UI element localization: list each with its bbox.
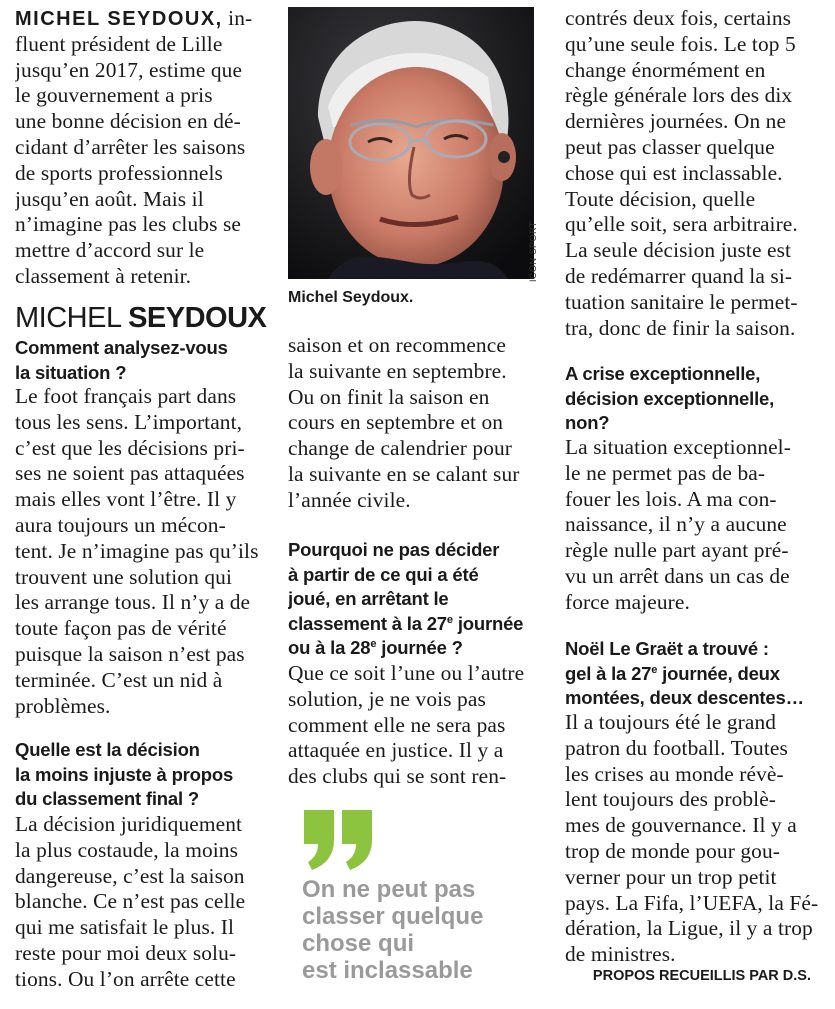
answer-line: la suivante en septembre. — [288, 358, 507, 383]
answer-line: comment elle ne sera pas — [288, 712, 506, 737]
question-line: du classement final ? — [15, 788, 199, 809]
answer-line: les arrange tous. Il n’y a de — [15, 590, 251, 615]
answer-line: saison et on recommence — [288, 333, 506, 357]
answer-5 — [565, 710, 823, 968]
byline-signature: PROPOS RECUEILLIS PAR D.S. — [592, 968, 811, 984]
quote-mark-icon — [302, 808, 378, 872]
question-line: non? — [565, 412, 610, 433]
intro-line: fluent président de Lille — [15, 31, 223, 56]
answer-line: attaquée en justice. Il y a — [288, 738, 504, 763]
answer-line: Le foot français part dans — [15, 384, 237, 408]
question-line: décision exceptionnelle, — [565, 387, 775, 409]
answer-line: la suivante en se calant sur — [288, 461, 520, 486]
answer-line: La seule décision juste est — [565, 238, 792, 263]
intro-paragraph — [15, 6, 263, 290]
answer-2-continued — [288, 333, 540, 514]
quote-line: On ne peut pas — [302, 876, 476, 903]
answer-line: c’est que les décisions pri- — [15, 435, 245, 460]
answer-line: trouvent une solution qui — [15, 564, 232, 589]
answer-line: trop de monde pour gou- — [565, 838, 780, 863]
answer-line: tuation sanitaire le permet- — [565, 289, 798, 314]
answer-line: Toute décision, quelle — [565, 186, 756, 211]
portrait-illustration — [288, 7, 534, 279]
answer-line: change énormément en — [565, 57, 766, 82]
question-5 — [565, 637, 804, 711]
answer-line: des clubs qui se sont ren- — [288, 764, 507, 789]
photo-credit: ICON SPORT — [528, 221, 538, 282]
intro-line: cidant d’arrêter les saisons — [15, 134, 246, 159]
answer-line: Ou on finit la saison en — [288, 384, 490, 409]
answer-line: force majeure. — [565, 589, 690, 614]
question-3 — [288, 538, 523, 661]
answer-line: qu’elle soit, sera arbitraire. — [565, 212, 798, 237]
answer-line: terminée. C’est un nid à — [15, 667, 223, 692]
answer-line: l’année civile. — [288, 487, 411, 512]
pull-quote-text — [302, 876, 483, 984]
question-1 — [15, 336, 228, 385]
intro-line: de sports professionnels — [15, 160, 223, 185]
answer-line: naissance, il n’y a aucune — [565, 512, 787, 537]
answer-line: la plus costaude, la moins — [15, 837, 239, 862]
answer-line: tions. Ou l’on arrête cette — [15, 966, 236, 991]
answer-line: lent toujours des problè- — [565, 787, 777, 812]
question-line: la situation ? — [15, 361, 127, 383]
answer-line: blanche. Ce n’est pas celle — [15, 889, 246, 914]
answer-line: contrés deux fois, certains — [565, 6, 792, 30]
quote-line: chose qui — [302, 930, 415, 957]
answer-line: patron du football. Toutes — [565, 735, 788, 760]
answer-line: règle générale lors des dix — [565, 83, 793, 108]
answer-line: dération, la Ligue, il y a trop — [565, 916, 813, 941]
answer-line: ses ne soient pas attaquées — [15, 461, 245, 486]
answer-line: change de calendrier pour — [288, 436, 513, 461]
answer-line: tous les sens. L’important, — [15, 409, 243, 434]
headline-first-name: MICHEL — [15, 302, 121, 334]
answer-line: les crises au monde révè- — [565, 761, 784, 786]
answer-2 — [15, 812, 263, 993]
intro-line: MICHEL SEYDOUX, in- — [15, 6, 253, 30]
question-line: Noël Le Graët a trouvé : — [565, 638, 769, 659]
question-line: gel à la 27e journée, deux — [565, 662, 780, 684]
answer-line: qu’une seule fois. Le top 5 — [565, 31, 796, 56]
intro-line: le gouvernement a pris — [15, 83, 213, 108]
question-line: classement à la 27e journée — [288, 612, 524, 634]
question-line: montées, deux descentes… — [565, 687, 804, 708]
quote-line: est inclassable — [302, 957, 473, 984]
answer-line: le ne permet pas de ba- — [565, 460, 766, 485]
intro-line: jusqu’en août. Mais il — [15, 186, 204, 211]
answer-line: Il a toujours été le grand — [565, 710, 777, 734]
answer-line: cours en septembre et on — [288, 410, 504, 435]
answer-line: puisque la saison n’est pas — [15, 641, 245, 666]
answer-line: tent. Je n’imagine pas qu’ils — [15, 538, 259, 563]
question-4 — [565, 362, 774, 436]
intro-line: classement à retenir. — [15, 263, 192, 288]
intro-line: jusqu’en 2017, estime que — [15, 57, 243, 82]
portrait-photo — [288, 7, 534, 279]
question-line: ou à la 28e journée ? — [288, 637, 463, 658]
question-line: Comment analysez-vous — [15, 337, 228, 358]
answer-4 — [565, 435, 823, 616]
question-line: A crise exceptionnelle, — [565, 363, 761, 384]
answer-line: reste pour moi deux solu- — [15, 940, 237, 965]
answer-line: peut pas classer quelque — [565, 134, 775, 159]
photo-caption: Michel Seydoux. — [288, 289, 414, 306]
answer-line: qui me satisfait le plus. Il — [15, 915, 235, 940]
answer-line: verner pour un trop petit — [565, 864, 777, 889]
question-line: la moins injuste à propos — [15, 763, 234, 785]
answer-line: mes de gouvernance. Il y a — [565, 813, 797, 838]
quote-line: classer quelque — [302, 903, 484, 930]
answer-line: mais elles vont l’être. Il y — [15, 487, 237, 512]
answer-line: vu un arrêt dans un cas de — [565, 563, 790, 588]
answer-line: fouer les lois. A ma con- — [565, 486, 777, 511]
answer-3 — [288, 661, 540, 790]
intro-line: n’imagine pas les clubs se — [15, 212, 241, 237]
question-line: Quelle est la décision — [15, 739, 200, 760]
answer-line: règle nulle part ayant pré- — [565, 538, 789, 563]
answer-line: solution, je ne vois pas — [288, 686, 486, 711]
answer-line: Que ce soit l’une ou l’autre — [288, 661, 525, 685]
question-line: Pourquoi ne pas décider — [288, 539, 500, 560]
answer-line: chose qui est inclassable. — [565, 160, 783, 185]
answer-line: de redémarrer quand la si- — [565, 263, 793, 288]
answer-line: toute façon pas de vérité — [15, 616, 227, 641]
answer-line: dernières journées. On ne — [565, 109, 787, 134]
answer-3-continued — [565, 6, 823, 341]
answer-line: aura toujours un mécon- — [15, 512, 226, 537]
answer-line: La décision juridiquement — [15, 812, 243, 836]
intro-line: mettre d’accord sur le — [15, 238, 205, 263]
interview-headline — [15, 302, 266, 334]
intro-name: MICHEL SEYDOUX, — [15, 8, 223, 30]
intro-line: une bonne décision en dé- — [15, 109, 241, 134]
answer-line: pays. La Fifa, l’UEFA, la Fé- — [565, 890, 819, 915]
answer-1 — [15, 384, 263, 719]
answer-line: La situation exceptionnel- — [565, 435, 791, 459]
question-line: joué, en arrêtant le — [288, 588, 449, 609]
answer-line: dangereuse, c’est la saison — [15, 863, 245, 888]
answer-line: problèmes. — [15, 693, 111, 718]
question-line: à partir de ce qui a été — [288, 563, 479, 585]
headline-last-name: SEYDOUX — [128, 302, 267, 334]
question-2 — [15, 738, 233, 812]
answer-line: de ministres. — [565, 942, 676, 967]
answer-line: tra, donc de finir la saison. — [565, 315, 796, 340]
